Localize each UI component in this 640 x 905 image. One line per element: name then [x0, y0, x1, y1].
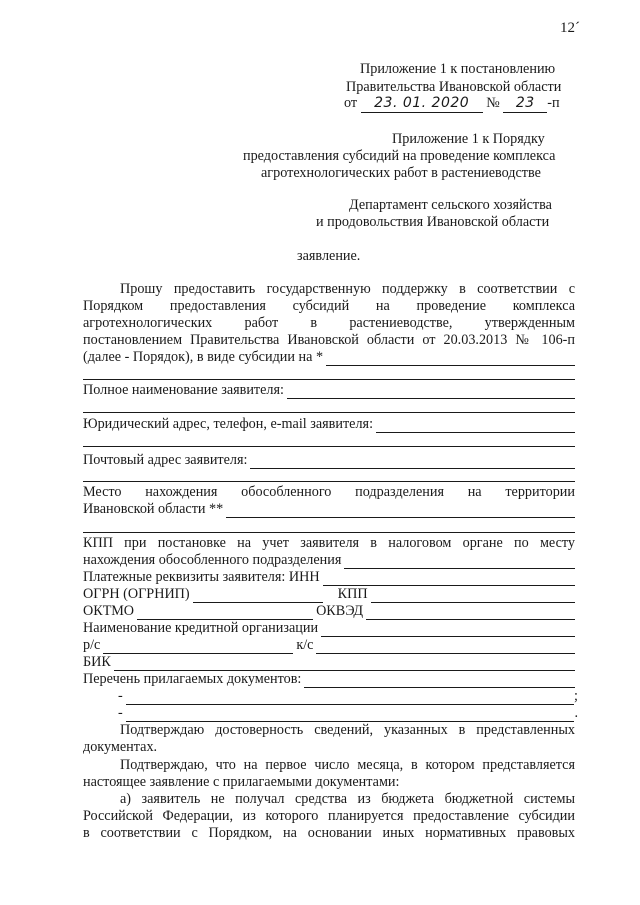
inn-field[interactable] [323, 573, 575, 586]
location-paragraph [83, 484, 575, 501]
header2-line1: Приложение 1 к Порядку [392, 131, 545, 147]
intro-line5: (далее - Порядок), в виде субсидии на * [83, 349, 324, 365]
doc-item-1-semicolon: ; [574, 688, 578, 704]
postal-address-label: Почтовый адрес заявителя: [83, 452, 248, 468]
header1-date-line [344, 95, 560, 113]
number-label: № [486, 95, 500, 111]
clause-a-line2: Российской Федерации, из которого планируется предоставление субсидии [83, 808, 575, 824]
postal-address-row [83, 452, 575, 469]
location-field-2[interactable] [83, 532, 575, 533]
accounts-row [83, 637, 575, 654]
page-number: 12´ [560, 20, 580, 36]
intro-line2: Порядком предоставления субсидий на проведение комплекса [83, 298, 575, 314]
ks-label: к/с [296, 637, 314, 653]
ogrn-field[interactable] [193, 590, 323, 603]
docs-list-label: Перечень прилагаемых документов: [83, 671, 302, 687]
full-name-field[interactable] [287, 386, 575, 399]
kpp-division-field[interactable] [344, 556, 575, 569]
addressee-line1: Департамент сельского хозяйства [349, 197, 552, 213]
clause-a-paragraph [83, 791, 575, 842]
rs-label: р/с [83, 637, 101, 653]
confirm2-paragraph [83, 757, 575, 791]
clause-a-line3: в соответствии с Порядком, на основании иных нормативных правовых [83, 825, 575, 841]
confirm1-line2: документах. [83, 739, 158, 755]
confirm1-line1: Подтверждаю достоверность сведений, указанных в представленных [120, 722, 575, 738]
intro-paragraph [83, 281, 575, 349]
postal-address-field[interactable] [250, 456, 575, 469]
ks-field[interactable] [316, 641, 575, 654]
header1-line1: Приложение 1 к постановлению [360, 61, 556, 77]
kpp-paragraph [83, 535, 575, 552]
subsidy-purpose-field-2[interactable] [83, 379, 575, 380]
decree-number: 23 [503, 95, 547, 113]
doc-item-1-row [118, 688, 578, 705]
oktmo-label: ОКТМО [83, 603, 135, 619]
ogrn-kpp-row [83, 586, 575, 603]
addressee-line2: и продовольствия Ивановской области [316, 214, 550, 230]
bik-label: БИК [83, 654, 111, 670]
bank-row [83, 620, 575, 637]
location-line2: Ивановской области ** [83, 501, 224, 517]
full-name-field-2[interactable] [83, 412, 575, 413]
header2-line2: предоставления субсидий на проведение комплекса [243, 148, 556, 164]
full-name-label: Полное наименование заявителя: [83, 382, 284, 398]
intro-line4: постановлением Правительства Ивановской области от 20.03.2013 № 106-п [83, 332, 575, 348]
subsidy-purpose-field[interactable] [326, 353, 575, 366]
doc-item-1-field[interactable] [126, 692, 574, 705]
bik-row [83, 654, 575, 671]
legal-address-field-2[interactable] [83, 446, 575, 447]
intro-line5-row [83, 349, 575, 366]
legal-address-label: Юридический адрес, телефон, e-mail заявителя: [83, 416, 374, 432]
doc-item-2-row [118, 705, 578, 722]
document-title: заявление. [297, 248, 361, 264]
location-field[interactable] [226, 505, 575, 518]
oktmo-field[interactable] [137, 607, 313, 620]
oktmo-okved-row [83, 603, 575, 620]
payment-row [83, 569, 575, 586]
payment-label: Платежные реквизиты заявителя: ИНН [83, 569, 320, 585]
kpp-field[interactable] [371, 590, 575, 603]
header1-line2: Правительства Ивановской области [346, 79, 562, 95]
clause-a-line1: а) заявитель не получал средства из бюджета бюджетной системы [120, 791, 575, 807]
ot-label: от [344, 95, 358, 111]
confirm2-line1: Подтверждаю, что на первое число месяца, в котором представляется [120, 757, 575, 773]
doc-item-2-dash: - [118, 705, 123, 721]
doc-item-2-period: . [574, 705, 578, 721]
location-row2 [83, 501, 575, 518]
legal-address-field[interactable] [376, 420, 575, 433]
intro-line1: Прошу предоставить государственную поддержку в соответствии с [120, 281, 575, 297]
confirm2-line2: настоящее заявление с прилагаемыми документами: [83, 774, 400, 790]
doc-item-2-field[interactable] [126, 709, 575, 722]
docs-list-field[interactable] [304, 675, 575, 688]
kpp-line1: КПП при постановке на учет заявителя в налоговом органе по месту [83, 535, 575, 551]
ogrn-label: ОГРН (ОГРНИП) [83, 586, 190, 602]
decree-date: 23. 01. 2020 [361, 95, 483, 113]
bik-field[interactable] [114, 658, 575, 671]
bank-field[interactable] [321, 624, 575, 637]
okved-label: ОКВЭД [316, 603, 364, 619]
kpp-label: КПП [337, 586, 368, 602]
kpp-line2: нахождения обособленного подразделения [83, 552, 342, 568]
number-suffix: -п [547, 95, 560, 111]
legal-address-row [83, 416, 575, 433]
full-name-row [83, 382, 575, 399]
postal-address-field-2[interactable] [83, 481, 575, 482]
bank-label: Наименование кредитной организации [83, 620, 319, 636]
kpp-row2 [83, 552, 575, 569]
rs-field[interactable] [103, 641, 293, 654]
location-line1: Место нахождения обособленного подразделения на территории [83, 484, 575, 500]
intro-line3: агротехнологических работ в растениеводстве, утвержденным [83, 315, 575, 331]
docs-list-row [83, 671, 575, 688]
header2-line3: агротехнологических работ в растениеводстве [261, 165, 541, 181]
okved-field[interactable] [366, 607, 575, 620]
confirm1-paragraph [83, 722, 575, 756]
doc-item-1-dash: - [118, 688, 123, 704]
